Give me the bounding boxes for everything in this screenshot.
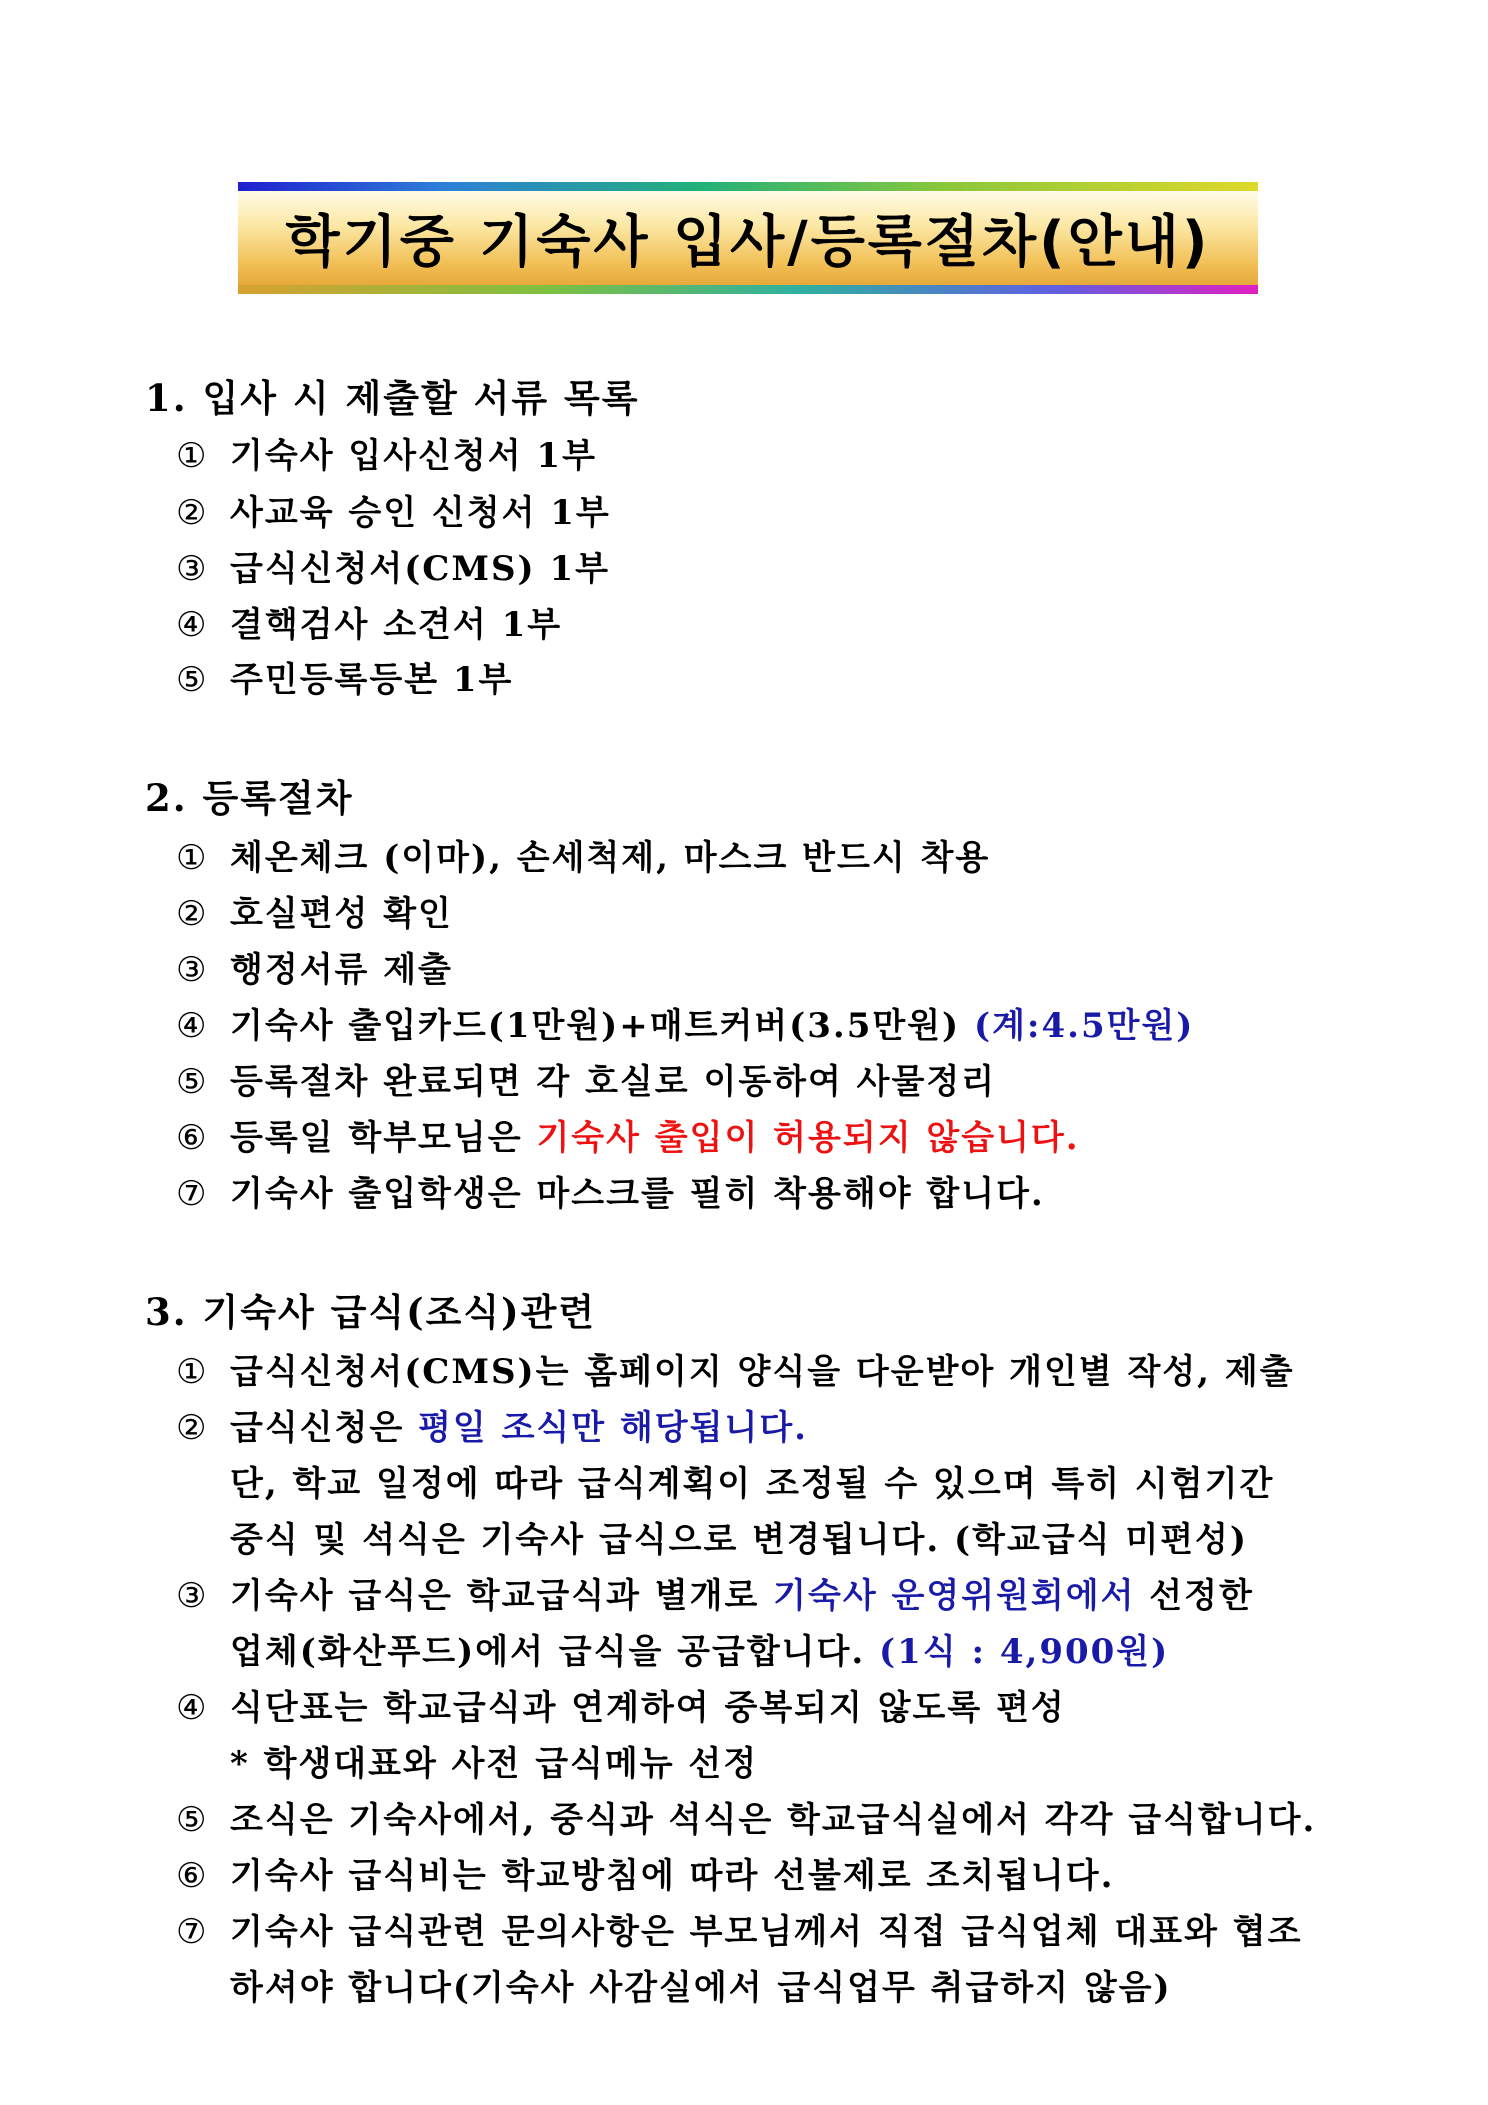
section-1-heading: 1. 입사 시 제출할 서류 목록 <box>145 376 640 420</box>
section-3-item: ⑤ 조식은 기숙사에서, 중식과 석식은 학교급식실에서 각각 급식합니다. <box>176 1800 1317 1840</box>
section-2-item: ④ 기숙사 출입카드(1만원)+매트커버(3.5만원) (계:4.5만원) <box>176 1006 1195 1046</box>
section-3-continuation: 하셔야 합니다(기숙사 사감실에서 급식업무 취급하지 않음) <box>230 1968 1172 2008</box>
section-3-note: * 학생대표와 사전 급식메뉴 선정 <box>230 1744 759 1784</box>
section-1-item: ① 기숙사 입사신청서 1부 <box>176 436 597 476</box>
section-3-item: ② 급식신청은 평일 조식만 해당됩니다. <box>176 1408 809 1448</box>
section-3-continuation: 업체(화산푸드)에서 급식을 공급합니다. (1식 : 4,900원) <box>230 1632 1170 1672</box>
no-entry-warning: 기숙사 출입이 허용되지 않습니다. <box>536 1118 1080 1158</box>
weekday-breakfast-highlight: 평일 조식만 해당됩니다. <box>418 1408 809 1448</box>
section-2-item: ③ 행정서류 제출 <box>176 950 453 990</box>
section-3-continuation: 중식 및 석식은 기숙사 급식으로 변경됩니다. (학교급식 미편성) <box>230 1520 1248 1560</box>
section-1-item: ③ 급식신청서(CMS) 1부 <box>176 549 610 589</box>
section-1-item: ② 사교육 승인 신청서 1부 <box>176 493 611 533</box>
section-2-item: ② 호실편성 확인 <box>176 894 453 934</box>
page-title: 학기중 기숙사 입사/등록절차(안내) <box>285 210 1211 275</box>
section-3-item: ③ 기숙사 급식은 학교급식과 별개로 기숙사 운영위원회에서 선정한 <box>176 1576 1254 1616</box>
meal-price-highlight: (1식 : 4,900원) <box>879 1632 1170 1672</box>
section-3-heading: 3. 기숙사 급식(조식)관련 <box>145 1290 597 1334</box>
title-gradient-bar-top <box>238 182 1258 191</box>
total-fee-highlight: (계:4.5만원) <box>973 1006 1195 1046</box>
section-2-item: ⑥ 등록일 학부모님은 기숙사 출입이 허용되지 않습니다. <box>176 1118 1080 1158</box>
section-3-item: ⑦ 기숙사 급식관련 문의사항은 부모님께서 직접 급식업체 대표와 협조 <box>176 1912 1303 1952</box>
section-1-item: ⑤ 주민등록등본 1부 <box>176 660 514 700</box>
section-3-item: ① 급식신청서(CMS)는 홈페이지 양식을 다운받아 개인별 작성, 제출 <box>176 1352 1295 1392</box>
section-2-heading: 2. 등록절차 <box>145 776 354 820</box>
committee-highlight: 기숙사 운영위원회에서 <box>773 1576 1136 1616</box>
section-1-item: ④ 결핵검사 소견서 1부 <box>176 605 563 645</box>
title-fill <box>238 191 1258 285</box>
section-2-item: ⑤ 등록절차 완료되면 각 호실로 이동하여 사물정리 <box>176 1062 997 1102</box>
section-3-continuation: 단, 학교 일정에 따라 급식계획이 조정될 수 있으며 특히 시험기간 <box>230 1464 1275 1504</box>
section-2-item: ⑦ 기숙사 출입학생은 마스크를 필히 착용해야 합니다. <box>176 1174 1045 1214</box>
section-2-item: ① 체온체크 (이마), 손세척제, 마스크 반드시 착용 <box>176 838 991 878</box>
title-gradient-bar-bottom <box>238 285 1258 294</box>
title-banner <box>238 182 1258 294</box>
section-3-item: ④ 식단표는 학교급식과 연계하여 중복되지 않도록 편성 <box>176 1688 1066 1728</box>
section-3-item: ⑥ 기숙사 급식비는 학교방침에 따라 선불제로 조치됩니다. <box>176 1856 1115 1896</box>
